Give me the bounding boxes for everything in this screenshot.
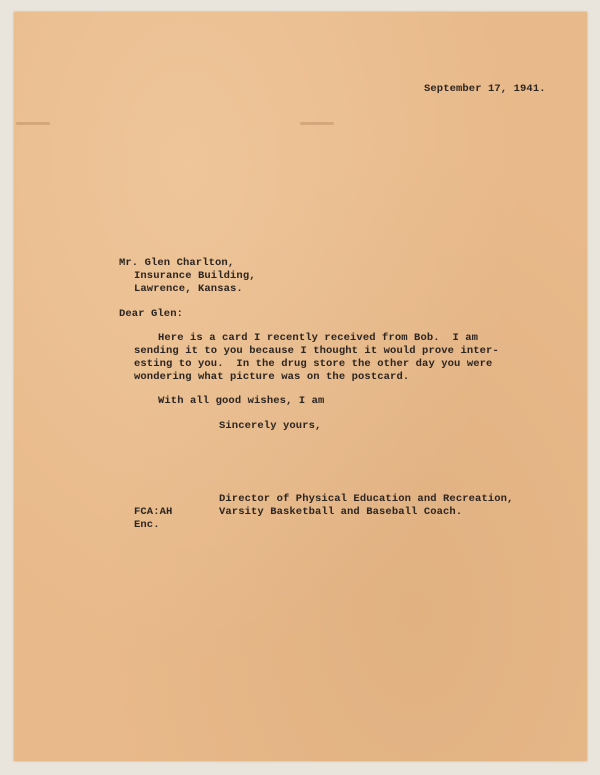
body-line: esting to you. In the drug store the other day you were <box>134 358 493 370</box>
body-line: wondering what picture was on the postcard. <box>134 371 410 383</box>
signature-title-line: Varsity Basketball and Baseball Coach. <box>219 506 463 518</box>
recipient-building: Insurance Building, <box>134 270 256 282</box>
letter-date: September 17, 1941. <box>424 83 546 95</box>
paper-mark <box>300 122 334 125</box>
body-line: Here is a card I recently received from Bob. I am <box>126 332 479 344</box>
signature-title-line: Director of Physical Education and Recreation, <box>219 493 514 505</box>
body-line: sending it to you because I thought it would prove inter- <box>134 345 499 357</box>
letter-page <box>14 12 587 761</box>
paper-mark <box>16 122 50 125</box>
closing-line: With all good wishes, I am <box>126 395 325 407</box>
salutation: Dear Glen: <box>119 308 184 320</box>
recipient-city: Lawrence, Kansas. <box>134 283 243 295</box>
reference-initials: FCA:AH <box>134 506 173 518</box>
enclosure-note: Enc. <box>134 519 160 531</box>
signoff: Sincerely yours, <box>219 420 322 432</box>
recipient-name: Mr. Glen Charlton, <box>119 257 235 269</box>
